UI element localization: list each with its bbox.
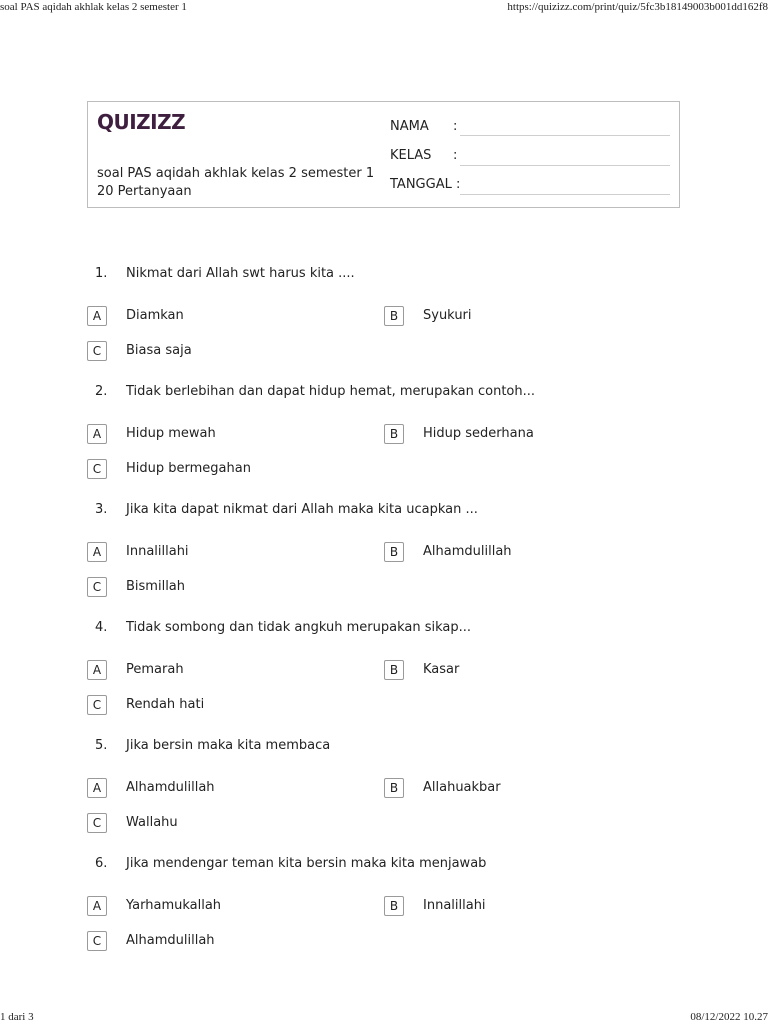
name-field-label: NAMA xyxy=(390,119,429,134)
question-4 xyxy=(0,620,768,730)
option-a-box[interactable]: A xyxy=(87,778,107,798)
option-a-box[interactable]: A xyxy=(87,896,107,916)
print-footer xyxy=(0,1009,768,1024)
option-c-text: Bismillah xyxy=(126,579,186,594)
option-b-text: Allahuakbar xyxy=(423,780,501,795)
quiz-header-box xyxy=(87,101,680,208)
question-number: 3. xyxy=(95,502,108,517)
class-field-line[interactable] xyxy=(460,165,670,166)
question-number: 2. xyxy=(95,384,108,399)
quizizz-logo: QUIZIZZ xyxy=(97,110,186,134)
question-3 xyxy=(0,502,768,612)
print-doc-title: soal PAS aqidah akhlak kelas 2 semester 1 xyxy=(0,1,187,13)
question-text: Jika kita dapat nikmat dari Allah maka kita ucapkan ... xyxy=(126,502,478,517)
option-c-text: Rendah hati xyxy=(126,697,205,712)
option-c-text: Biasa saja xyxy=(126,343,192,358)
quiz-title: soal PAS aqidah akhlak kelas 2 semester 1 xyxy=(97,166,375,181)
option-c-box[interactable]: C xyxy=(87,813,107,833)
question-count: 20 Pertanyaan xyxy=(97,184,192,199)
option-a-text: Innalillahi xyxy=(126,544,189,559)
option-a-box[interactable]: A xyxy=(87,424,107,444)
option-b-text: Syukuri xyxy=(423,308,472,323)
option-b-text: Hidup sederhana xyxy=(423,426,534,441)
option-b-box[interactable]: B xyxy=(384,306,404,326)
question-number: 6. xyxy=(95,856,108,871)
option-b-box[interactable]: B xyxy=(384,542,404,562)
question-6 xyxy=(0,856,768,966)
option-c-text: Wallahu xyxy=(126,815,178,830)
question-text: Jika bersin maka kita membaca xyxy=(126,738,331,753)
date-field-label: TANGGAL : xyxy=(390,177,461,192)
question-2 xyxy=(0,384,768,494)
class-field-colon: : xyxy=(453,148,458,163)
option-b-box[interactable]: B xyxy=(384,896,404,916)
print-header xyxy=(0,0,768,16)
option-b-text: Kasar xyxy=(423,662,460,677)
option-a-box[interactable]: A xyxy=(87,660,107,680)
option-b-box[interactable]: B xyxy=(384,424,404,444)
name-field-line[interactable] xyxy=(460,135,670,136)
print-url[interactable]: https://quizizz.com/print/quiz/5fc3b18149003b001dd162f8 xyxy=(507,1,768,13)
option-c-box[interactable]: C xyxy=(87,577,107,597)
option-a-text: Hidup mewah xyxy=(126,426,216,441)
option-b-text: Alhamdulillah xyxy=(423,544,512,559)
question-number: 5. xyxy=(95,738,108,753)
option-c-box[interactable]: C xyxy=(87,459,107,479)
question-text: Jika mendengar teman kita bersin maka kita menjawab xyxy=(126,856,487,871)
question-number: 1. xyxy=(95,266,108,281)
name-field-colon: : xyxy=(453,119,458,134)
question-text: Tidak sombong dan tidak angkuh merupakan sikap... xyxy=(126,620,472,635)
option-c-text: Alhamdulillah xyxy=(126,933,215,948)
option-b-text: Innalillahi xyxy=(423,898,486,913)
option-c-text: Hidup bermegahan xyxy=(126,461,251,476)
option-a-box[interactable]: A xyxy=(87,306,107,326)
date-field-line[interactable] xyxy=(460,194,670,195)
option-b-box[interactable]: B xyxy=(384,660,404,680)
option-b-box[interactable]: B xyxy=(384,778,404,798)
question-5 xyxy=(0,738,768,848)
option-a-box[interactable]: A xyxy=(87,542,107,562)
question-1 xyxy=(0,266,768,376)
page-indicator: 1 dari 3 xyxy=(0,1011,34,1023)
option-c-box[interactable]: C xyxy=(87,341,107,361)
option-a-text: Yarhamukallah xyxy=(126,898,222,913)
option-c-box[interactable]: C xyxy=(87,695,107,715)
question-text: Nikmat dari Allah swt harus kita .... xyxy=(126,266,355,281)
question-number: 4. xyxy=(95,620,108,635)
option-a-text: Pemarah xyxy=(126,662,184,677)
option-a-text: Diamkan xyxy=(126,308,184,323)
question-text: Tidak berlebihan dan dapat hidup hemat, merupakan contoh... xyxy=(126,384,536,399)
class-field-label: KELAS xyxy=(390,148,432,163)
option-c-box[interactable]: C xyxy=(87,931,107,951)
print-datetime: 08/12/2022 10.27 xyxy=(690,1011,768,1023)
option-a-text: Alhamdulillah xyxy=(126,780,215,795)
